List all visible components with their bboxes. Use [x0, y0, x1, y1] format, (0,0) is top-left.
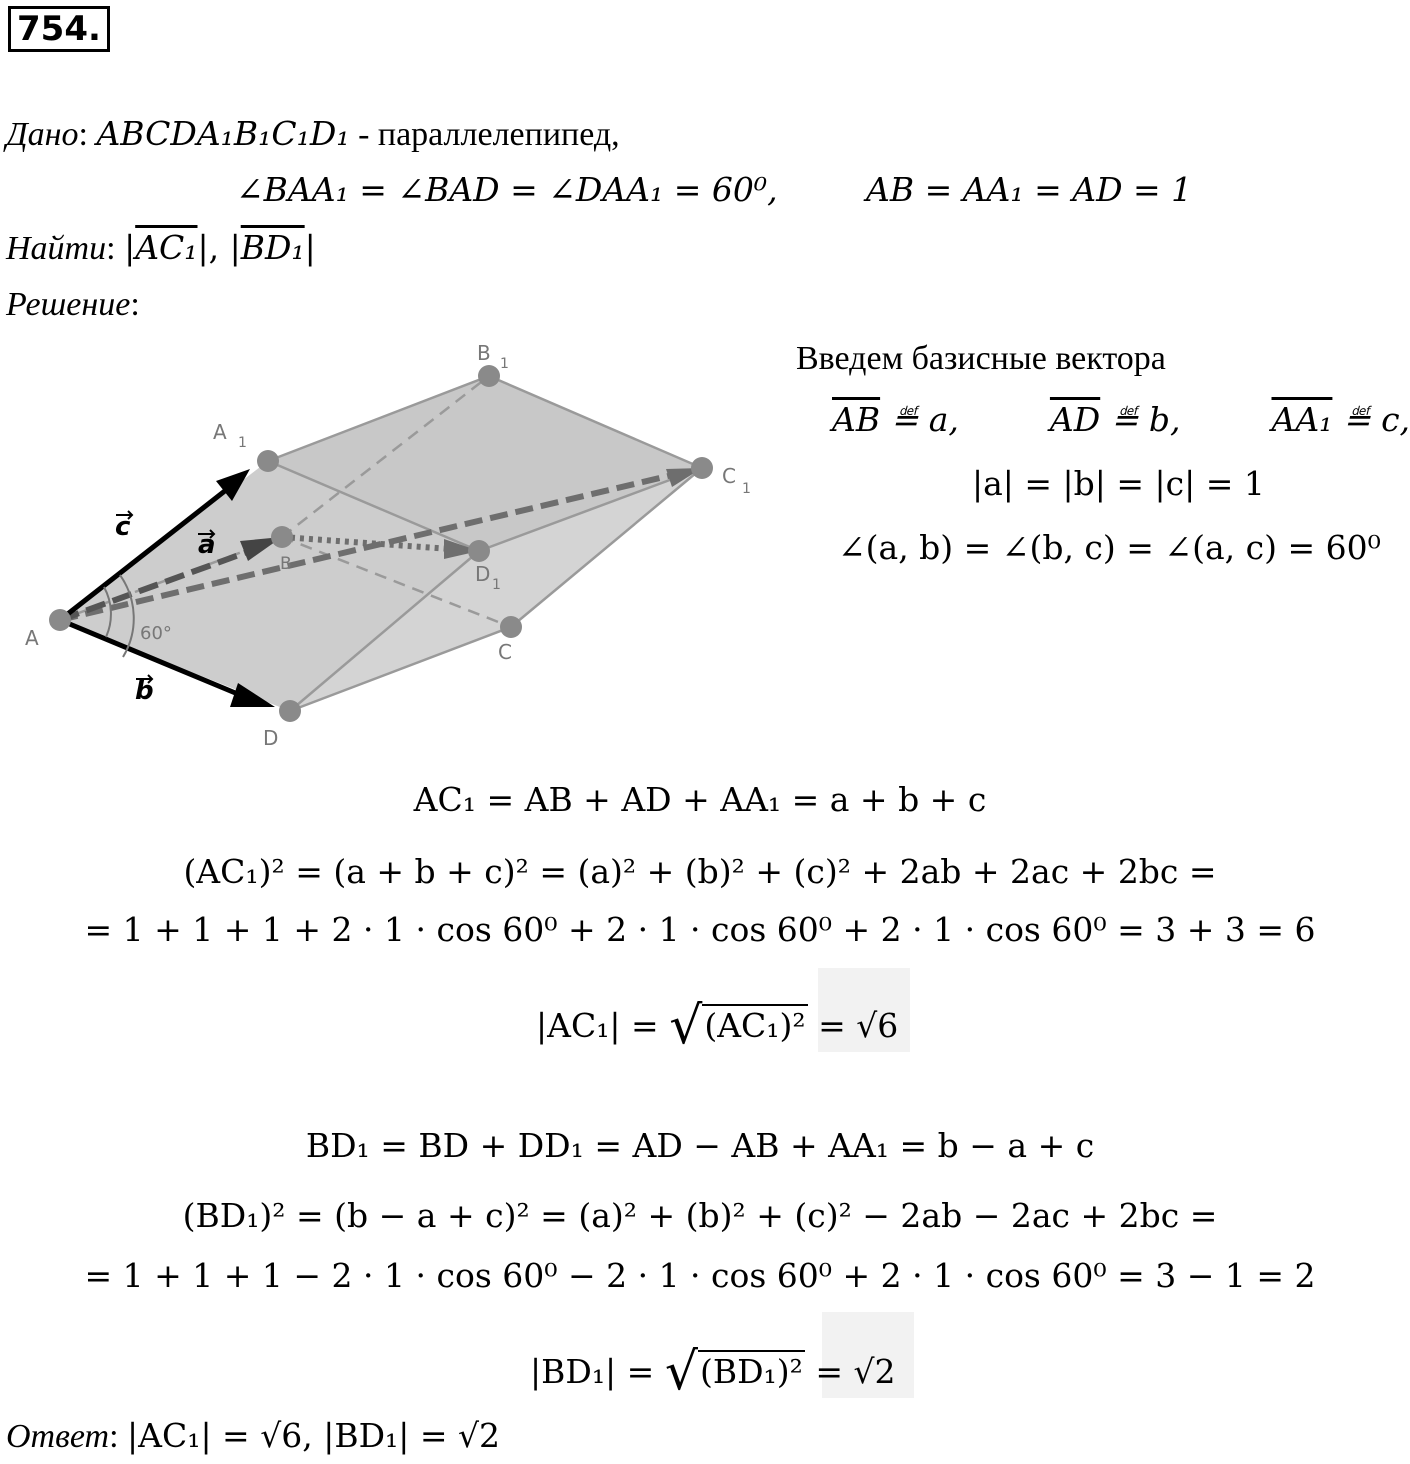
- given-line: [6, 114, 620, 154]
- find-line: Найти: |AC₁|, |BD₁|: [6, 228, 316, 267]
- basis-intro: Введем базисные векторa: [796, 340, 1166, 377]
- sqrt-sign-bd1: √: [664, 1342, 698, 1402]
- given-lengths: AB = AA₁ = AD = 1: [866, 170, 1193, 209]
- ac1-line4-rad: (AC₁)²: [704, 1006, 806, 1045]
- def2-rhs: b,: [1148, 400, 1181, 439]
- label-A1-sub: 1: [238, 435, 247, 451]
- given-label: Дано: [6, 116, 79, 153]
- find-vec-bd1: BD₁: [240, 228, 305, 267]
- given-rest: - параллелепипед,: [349, 116, 620, 153]
- label-C1-sub: 1: [742, 481, 751, 497]
- bd1-line4: [530, 1342, 896, 1402]
- def1-rhs: a,: [928, 400, 959, 439]
- def-sign-1: ≝: [890, 400, 919, 439]
- parallelepiped-figure: [20, 335, 760, 755]
- label-A1: A: [213, 420, 227, 444]
- bd1-line1: BD₁ = BD + DD₁ = AD − AB + AA₁ = b − a + c: [305, 1126, 1095, 1165]
- ac1-line4-lhs: |AC₁| =: [536, 1006, 659, 1045]
- def2-lhs: $\overline{AD}$: [1049, 400, 1101, 439]
- bd1-line4-lhs: |BD₁| =: [530, 1352, 655, 1391]
- label-vec-a: a: [198, 530, 216, 560]
- label-C1: C: [722, 464, 736, 488]
- basis-defs: [832, 400, 1410, 439]
- ac1-line4-rhs: = √6: [818, 1006, 899, 1045]
- label-vec-b: b: [135, 676, 154, 706]
- bd1-line2: (BD₁)² = (b − a + c)² = (a)² + (b)² + (c)² − 2ab − 2ac + 2bc =: [182, 1196, 1218, 1235]
- def3-lhs: AA₁: [1271, 400, 1333, 439]
- def3-rhs: c,: [1381, 400, 1410, 439]
- label-D1-sub: 1: [492, 577, 501, 593]
- bd1-line4-rhs: = √2: [815, 1352, 896, 1391]
- ac1-line2: (AC₁)² = (a + b + c)² = (a)² + (b)² + (c)² + 2ab + 2ac + 2bc =: [183, 852, 1217, 891]
- label-B1: B: [477, 341, 491, 365]
- basis-norms: |a| = |b| = |c| = 1: [972, 464, 1265, 503]
- ac1-line3: = 1 + 1 + 1 + 2 · 1 · cos 60⁰ + 2 · 1 · cos 60⁰ + 2 · 1 · cos 60⁰ = 3 + 3 = 6: [84, 910, 1316, 949]
- problem-number: 754.: [8, 6, 110, 52]
- label-vec-c: c: [115, 512, 131, 542]
- given-angles: ∠BAA₁ = ∠BAD = ∠DAA₁ = 60⁰,: [236, 170, 778, 209]
- bd1-line3: = 1 + 1 + 1 − 2 · 1 · cos 60⁰ − 2 · 1 · cos 60⁰ + 2 · 1 · cos 60⁰ = 3 − 1 = 2: [84, 1256, 1316, 1295]
- angle-label: 60°: [140, 623, 172, 644]
- label-B1-sub: 1: [500, 356, 509, 372]
- solution-line: Решение:: [6, 286, 140, 323]
- basis-angles: ∠(a, b) = ∠(b, c) = ∠(a, c) = 60⁰: [838, 528, 1381, 567]
- answer-line: Ответ: |AC₁| = √6, |BD₁| = √2: [6, 1416, 501, 1455]
- label-C: C: [498, 640, 512, 664]
- label-D: D: [263, 726, 279, 750]
- def-sign-2: ≝: [1110, 400, 1139, 439]
- sqrt-sign-ac1: √: [669, 996, 703, 1056]
- colon: :: [78, 116, 97, 153]
- solution-label: Решение: [6, 286, 131, 323]
- label-A: A: [25, 626, 39, 650]
- label-D1: D: [475, 562, 491, 586]
- def1-lhs: $\overline{AB}$: [832, 400, 881, 439]
- ac1-line1: AC₁ = AB + AD + AA₁ = a + b + c: [413, 780, 987, 819]
- find-vec-ac1: AC₁: [135, 228, 198, 267]
- def-sign-3: ≝: [1342, 400, 1371, 439]
- ac1-line4: [536, 996, 898, 1056]
- label-B: B: [280, 554, 292, 574]
- given-object: ABCDA₁B₁C₁D₁: [96, 114, 350, 153]
- answer-label: Ответ: [6, 1418, 110, 1455]
- bd1-line4-rad: (BD₁)²: [699, 1352, 803, 1391]
- find-label: Найти: [6, 230, 107, 267]
- answer-text: |AC₁| = √6, |BD₁| = √2: [127, 1416, 501, 1455]
